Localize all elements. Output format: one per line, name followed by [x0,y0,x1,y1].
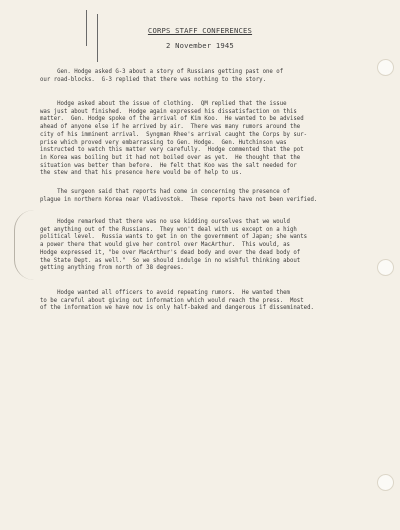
paragraph-roadblocks: Gen. Hodge asked G-3 about a story of Russians getting past one of our road-blocks. G-3 replied that there was nothing to the story. [40,69,284,83]
paragraph-clothing-kim-koo: Hodge asked about the issue of clothing. QM replied that the issue was just about finished. Hodge again expressed his dissatisfaction on this matter. Gen. Hodge spoke of the arrival of Kim Koo. He wanted to be advised ahead of anyone else if he arrived by air. There was many rumors around the city of his imminent arrival. Syngman Rhee's arrival caught the Corps by sur- prise which proved very embarrassing to Gen. Hodge. Gen. Hutchinson was instructed to watch this matter very carefully. Hodge commented that the pot in Korea was boiling but it had not boiled over as yet. He thought that the situation was better than before. He felt that Koo was the salt needed for the stew and that his presence here would be of help to us. [40,101,308,177]
paragraph-plague-report: The surgeon said that reports had come in concerning the presence of plague in northern Korea near Vladivostok. These reports have not been verified. [40,189,318,203]
margin-bracket [14,210,35,280]
paragraph-rumors: Hodge wanted all officers to avoid repeating rumors. He wanted them to be careful about giving out information which would reach the press. Most of the information we have now is only half-baked and dangerous if disseminated. [40,290,314,312]
punch-hole [377,259,394,276]
punch-hole [377,59,394,76]
document-title: CORPS STAFF CONFERENCES [147,26,253,35]
paragraph-russians: Hodge remarked that there was no use kidding ourselves that we would get anything out of the Russians. They won't deal with us except on a high political level. Russia wants to get in on the government of Japan; she wants a power there that would give her control over MacArthur. This would, as Hodge expressed it, "be over MacArthur's dead body and over the dead body of the State Dept. as well." So we should indulge in no wishful thinking about getting anything from north of 38 degrees. [40,219,308,272]
margin-mark [97,14,98,62]
document-date: 2 November 1945 [166,41,234,50]
punch-hole [377,474,394,491]
